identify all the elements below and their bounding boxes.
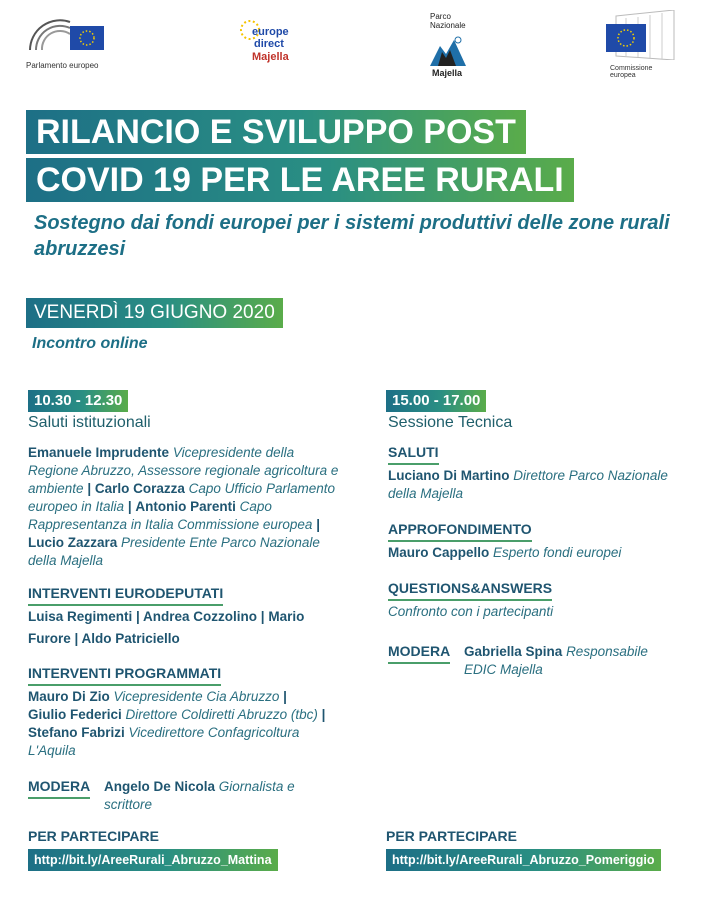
programmati-list: Mauro Di Zio Vicepresidente Cia Abruzzo | Giulio Federici Direttore Coldiretti Abruzzo (tbc) | Stefano Fabrizi Vicedirettore Confagricoltura L'Aquila (28, 689, 326, 758)
moderator-role: Responsabile (566, 644, 648, 659)
morning-link[interactable]: http://bit.ly/AreeRurali_Abruzzo_Mattina (28, 849, 278, 871)
speaker-name: Carlo Corazza (94, 481, 185, 496)
speaker-role: Vicepresidente della Regione Abruzzo, Assessore regionale agricoltura e ambiente (28, 445, 339, 496)
subtitle: Sostegno dai fondi europei per i sistemi produttivi delle zone rurali abruzzesi (34, 212, 670, 260)
approfondimento-text (388, 544, 688, 562)
commissione-line-2: europea (610, 72, 636, 79)
speaker-name: Mauro Di Zio (28, 689, 110, 704)
saluti-text (388, 467, 688, 503)
speaker-name: Luciano Di Martino (388, 468, 510, 483)
speaker-role: Direttore Parco Nazionale (513, 468, 668, 483)
commissione-logo (586, 10, 676, 84)
speaker-name: Stefano Fabrizi (28, 725, 125, 740)
afternoon-session: Sessione Tecnica (388, 414, 513, 431)
parco-line-2: Nazionale (430, 21, 466, 30)
morning-modera-label: MODERA (28, 778, 90, 799)
speaker-role: Direttore Coldiretti Abruzzo (tbc) (125, 707, 318, 722)
edic-logo (238, 18, 308, 78)
afternoon-modera (464, 643, 694, 679)
event-mode: Incontro online (32, 335, 148, 352)
afternoon-partecipare: PER PARTECIPARE (386, 828, 517, 844)
eurodeputati-heading: INTERVENTI EURODEPUTATI (28, 585, 223, 606)
speaker-name: Mauro Cappello (388, 545, 490, 560)
speaker-name: Lucio Zazzara (28, 535, 118, 550)
speaker-role: Capo Ufficio Parlamento europeo in Italia (28, 481, 335, 514)
morning-time: 10.30 - 12.30 (28, 390, 128, 412)
morning-speakers: Emanuele Imprudente Vicepresidente della Regione Abruzzo, Assessore regionale agricoltura e ambiente | Carlo Corazza Capo Ufficio Parlamento europeo in Italia | Antonio Parenti Capo Rappresentanza in Italia Commissione europea | Lucio Zazzara Presidente Ente Parco Nazionale della Majella (28, 445, 339, 568)
moderator-role-cont: scrittore (104, 797, 153, 812)
edic-line-2: direct (254, 38, 284, 50)
speaker-role: Capo Rappresentanza in Italia Commissione europea (28, 499, 313, 532)
qa-heading: QUESTIONS&ANSWERS (388, 580, 552, 601)
parco-logo (428, 12, 472, 78)
speaker-name: Emanuele Imprudente (28, 445, 170, 460)
speaker-role-cont: della Majella (388, 486, 464, 501)
morning-session: Saluti istituzionali (28, 414, 151, 431)
speaker-role: Esperto fondi europei (493, 545, 622, 560)
berlaymont-icon (586, 10, 676, 60)
approfondimento-heading: APPROFONDIMENTO (388, 521, 532, 542)
event-date: VENERDÌ 19 GIUGNO 2020 (26, 298, 283, 328)
wolf-mountain-icon (430, 32, 466, 66)
edic-line-3: Majella (252, 51, 289, 63)
parlamento-caption: Parlamento europeo (26, 61, 99, 70)
saluti-heading: SALUTI (388, 444, 439, 465)
speaker-role: Vicepresidente Cia Abruzzo (113, 689, 280, 704)
speaker-role: Presidente Ente Parco Nazionale della Majella (28, 535, 320, 568)
parco-line-1: Parco (430, 12, 451, 21)
speaker-name: Antonio Parenti (135, 499, 236, 514)
edic-line-1: europe (252, 26, 289, 38)
eurodeputati-list-2: Furore | Aldo Patriciello (28, 631, 180, 646)
afternoon-link[interactable]: http://bit.ly/AreeRurali_Abruzzo_Pomeriggio (386, 849, 661, 871)
morning-partecipare: PER PARTECIPARE (28, 828, 159, 844)
moderator-role-cont: EDIC Majella (464, 662, 543, 677)
morning-modera (104, 778, 344, 814)
commissione-line-1: Commissione (610, 65, 653, 72)
parlamento-logo (26, 14, 126, 74)
qa-text: Confronto con i partecipanti (388, 604, 554, 619)
moderator-role: Giornalista e (218, 779, 295, 794)
hemicycle-icon (26, 14, 106, 54)
afternoon-time: 15.00 - 17.00 (386, 390, 486, 412)
moderator-name: Gabriella Spina (464, 644, 563, 659)
speaker-name: Giulio Federici (28, 707, 122, 722)
logo-row (0, 0, 708, 90)
title-line-1: RILANCIO E SVILUPPO POST (26, 110, 526, 154)
programmati-heading: INTERVENTI PROGRAMMATI (28, 665, 221, 686)
parco-line-3: Majella (432, 68, 463, 78)
eurodeputati-list-1: Luisa Regimenti | Andrea Cozzolino | Mario (28, 609, 305, 624)
moderator-name: Angelo De Nicola (104, 779, 216, 794)
speaker-role: Vicedirettore Confagricoltura L'Aquila (28, 725, 300, 758)
title-line-2: COVID 19 PER LE AREE RURALI (26, 158, 574, 202)
afternoon-modera-label: MODERA (388, 643, 450, 664)
